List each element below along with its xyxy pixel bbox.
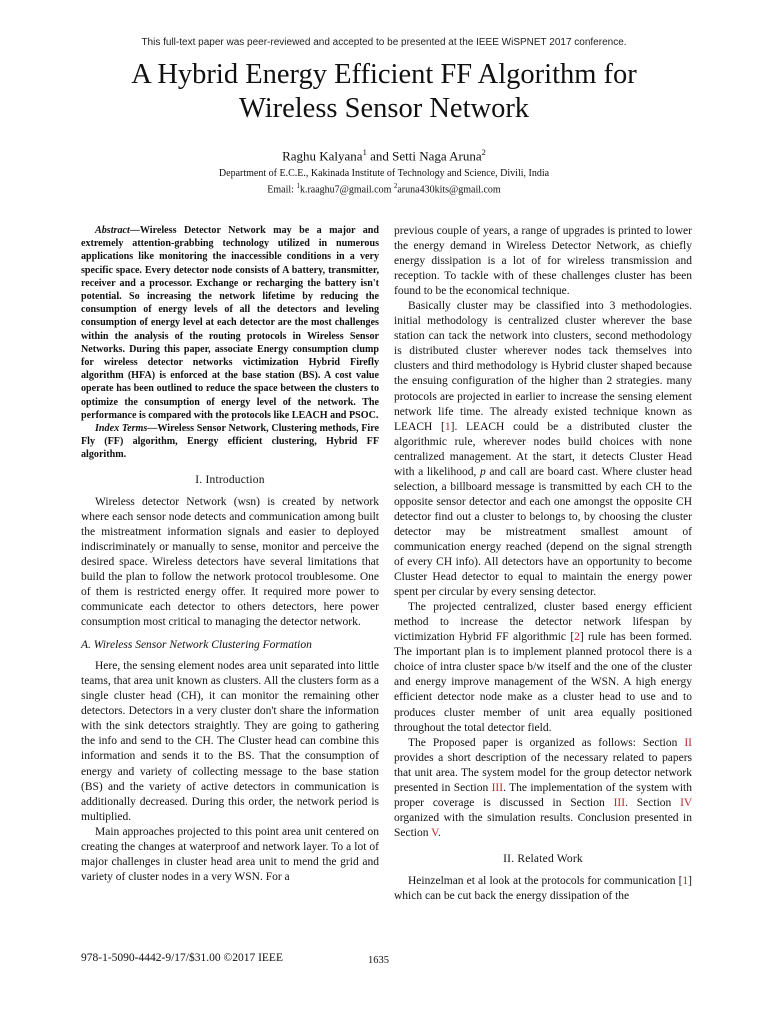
abstract-text: —Wireless Detector Network may be a major and extremely attention-grabbing technology utilized in numerous applications like monitoring the inaccessible conditions in a very specific space. Every detector node consists of A battery, transmitter, receiver and a processor. Exchange or recharging the battery isn't potential. So increasing the network lifetime by reducing the consumption of energy levels of all the detectors and leveling consumption of energy level at each detector are the most challenges within the analysis of the routing protocols in Wireless Sensor Networks. During this paper, associate Energy consumption clump for wireless detector networks victimization Hybrid Firefly algorithm (HFA) is enforced at the base station (BS). A cost value operate has been outlined to reduce the space between the clusters to optimize the consumption of energy level of the network. The performance is compared with the protocols like LEACH and PSOC. xyxy=(81,225,379,421)
right-p3-b: ] rule has been formed. The important plan is to implement planned protocol there is a choice of intra cluster space b/w itself and the one of the cluster and energy improve management of the WSN. A high energy efficient detector node make as a cluster head to use and to produces cluster member of unit area equally positioned throughout the total detector field. xyxy=(394,631,692,734)
abstract xyxy=(81,224,379,422)
email-2-mark: 2 xyxy=(393,182,398,190)
email-2[interactable]: aruna430kits@gmail.com xyxy=(397,184,501,196)
affiliation-block xyxy=(0,167,768,196)
right-p4-e: organized with the simulation results. Conclusion presented in Section xyxy=(394,811,692,839)
left-column xyxy=(81,224,379,885)
author-list xyxy=(0,147,768,164)
section-link-iii-1[interactable]: III xyxy=(491,781,504,794)
right-paragraph-3 xyxy=(394,600,692,735)
conference-notice: This full-text paper was peer-reviewed and accepted to be presented at the IEEE WiSPNET 2017 conference. xyxy=(141,37,627,48)
citation-link-1[interactable]: 1 xyxy=(444,420,451,433)
right-paragraph-4 xyxy=(394,736,692,841)
citation-link-2[interactable]: 2 xyxy=(574,631,580,644)
right-p4-d: . Section xyxy=(625,796,681,809)
paper-title xyxy=(60,58,708,126)
email-1-mark: 1 xyxy=(296,182,300,190)
related-p-a: Heinzelman et al look at the protocols for communication [ xyxy=(408,874,683,887)
right-p2-b: ]. LEACH could be a distributed cluster the algorithmic rule, wherever nodes build choices with none centralized management. At the start, it detects Cluster Head with a likelihood, xyxy=(394,420,692,478)
author-1: Raghu Kalyana xyxy=(282,148,363,164)
related-p-b: ] which can be cut back the energy dissipation of the xyxy=(394,874,692,903)
section-link-v[interactable]: V xyxy=(431,826,438,839)
right-paragraph-2 xyxy=(394,299,692,600)
title-line-1: A Hybrid Energy Efficient FF Algorithm for xyxy=(131,59,637,90)
intro-paragraph-1: Wireless detector Network (wsn) is created by network where each sensor node detects and communication among built the mistreatment information signals and easier to deployed indiscriminately or manually to sense, monitor and perceive the desired space. Wireless detectors have several limitations that build the plan to follow the network protocol troublesome. One of them is restricted energy offer. It required more power to communicate each detector to others detectors, here power consumption most critical to managing the detector network. xyxy=(81,495,379,629)
related-work-paragraph xyxy=(394,874,692,904)
affiliation: Department of E.C.E., Kakinada Institute of Technology and Science, Divili, India xyxy=(218,168,550,179)
index-terms-label: Index Terms xyxy=(95,423,148,435)
right-p4-b: provides a short description of the necessary related to papers that unit area. The system model for the group detector network presented in Section xyxy=(394,751,692,794)
right-column xyxy=(394,224,692,904)
author-2-mark: 2 xyxy=(481,147,486,157)
section-link-ii[interactable]: II xyxy=(684,736,692,749)
index-terms-text: —Wireless Sensor Network, Clustering methods, Fire Fly (FF) algorithm, Energy efficient clustering, Hybrid FF algorithm. xyxy=(81,423,379,461)
intro-paragraph-2: Here, the sensing element nodes area unit separated into little teams, that area unit known as clusters. All the clusters form as a single cluster head (CH), it can monitor the remaining other detectors. Detectors in a very cluster don't share the information with the sink detectors straightly. They are going to gathering the info and send to the CH. The Cluster head can combine this information and sends it to the BS. That the consumption of energy and variety of collecting message to the base station (BS) and the variety of active detectors in communication is additionally decreased. During this order, the network period is multiplied. xyxy=(81,660,379,823)
probability-variable: p xyxy=(480,465,486,478)
right-p4-f: . xyxy=(438,826,441,839)
citation-link-1b[interactable]: 1 xyxy=(682,874,689,887)
right-paragraph-1: previous couple of years, a range of upgrades is printed to lower the energy demand in Wireless Detector Network, as chiefly energy dissipation is a lot of for wireless transmission and reception. To tackle with of these challenges cluster has been found to be the economical technique. xyxy=(394,225,692,298)
author-1-mark: 1 xyxy=(362,147,367,157)
subsection-heading-clustering: A. Wireless Sensor Network Clustering Formation xyxy=(81,639,312,652)
right-p4-c: . The implementation of the system with proper coverage is discussed in Section xyxy=(394,781,692,809)
right-p2-a: Basically cluster may be classified into 3 methodologies. initial methodology is centralized cluster wherever the base station can tack the network into clusters, second methodology is distributed cluster wherever nodes tack themselves into clusters and third methodology is Hybrid cluster shaped because the ensuing configuration of the higher than 2 strategies. many protocols are projected in earlier to increase the sensing element network life time. The already existed technique known as LEACH [ xyxy=(394,300,692,433)
abstract-label: Abstract xyxy=(95,225,130,236)
section-link-iv[interactable]: IV xyxy=(680,796,693,809)
right-p4-a: The Proposed paper is organized as follows: Section xyxy=(408,736,685,749)
email-prefix: Email: xyxy=(267,184,297,196)
title-line-2: Wireless Sensor Network xyxy=(238,93,530,124)
index-terms xyxy=(81,422,379,462)
page-number: 1635 xyxy=(368,955,389,966)
right-p3-a: The projected centralized, cluster based energy efficient method to increase the detector network lifespan by victimization Hybrid FF algorithmic [ xyxy=(394,601,692,644)
email-line xyxy=(0,180,768,196)
author-conjunction: and xyxy=(366,148,393,164)
footer-isbn: 978-1-5090-4442-9/17/$31.00 ©2017 IEEE xyxy=(81,952,283,964)
section-heading-related-work: II. Related Work xyxy=(503,852,583,865)
author-2: Setti Naga Aruna xyxy=(392,148,482,164)
right-p2-c: and call are board cast. Where cluster head selection, a billboard message is transmitted by each CH to the opposite sensor detector and each one amongst the opposite CH detector find out a cluster to belongs to, by choosing the cluster detector may be mistreatment smallest amount of communication energy reached (depend on the signal strength of every CH info). All detectors have an opportunity to become Cluster Head detector to equal to maintain the energy power spent per circular by every sensing detector. xyxy=(394,465,692,599)
intro-paragraph-3: Main approaches projected to this point area unit centered on creating the changes at waterproof and network layer. To a lot of major challenges in cluster head area unit to mend the grid and variety of cluster nodes in a very WSN. For a xyxy=(81,825,379,883)
email-1[interactable]: k.raaghu7@gmail.com xyxy=(299,184,394,196)
section-link-iii-2[interactable]: III xyxy=(613,796,626,809)
section-heading-introduction: I. Introduction xyxy=(195,473,265,486)
